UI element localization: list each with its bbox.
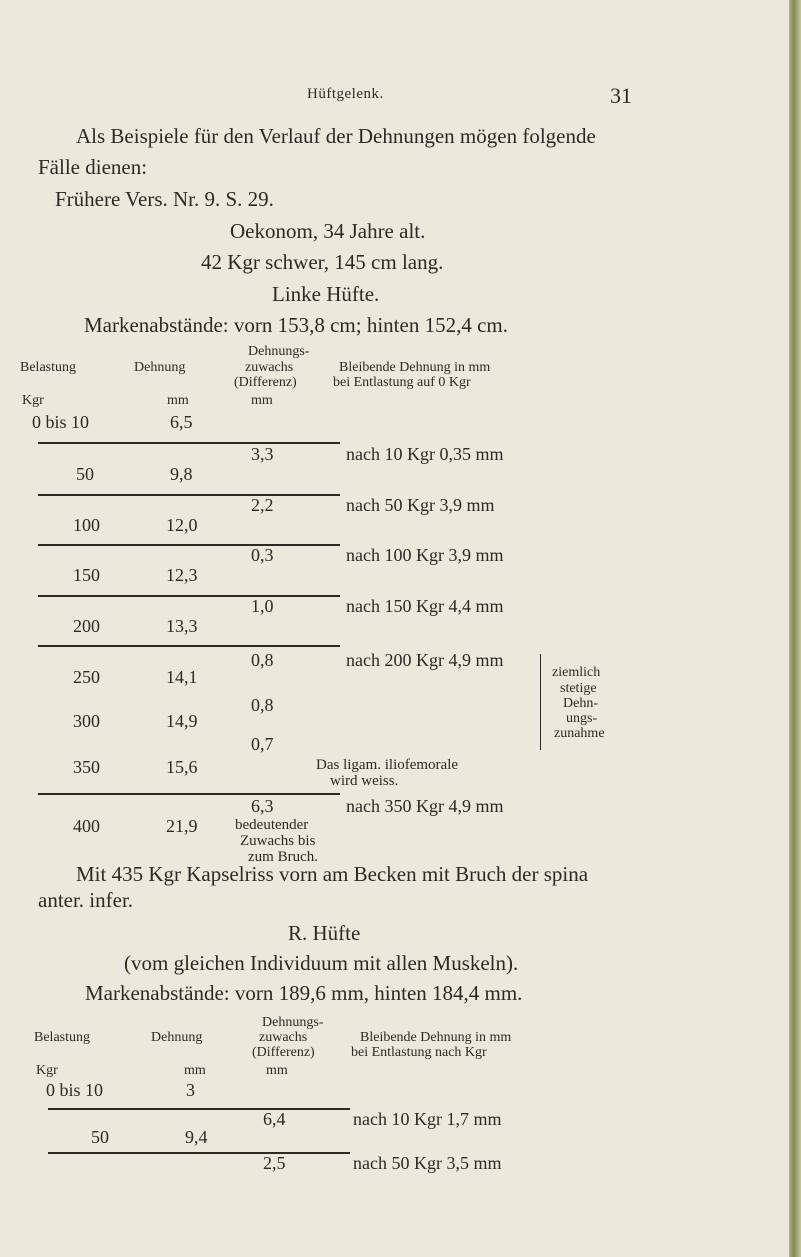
col-dehnung: Dehnung — [134, 360, 186, 375]
col-dehnung: Dehnung — [151, 1030, 203, 1045]
col-bleibend-1: Bleibende Dehnung in mm — [339, 360, 491, 375]
perm-cell: nach 50 Kgr 3,9 mm — [346, 495, 495, 515]
bruch-note-3: zum Bruch. — [248, 849, 318, 865]
load-cell: 50 — [76, 464, 94, 484]
col-zuwachs-1: Dehnungs- — [248, 344, 310, 359]
dehnung-cell: 9,4 — [185, 1127, 208, 1147]
brace-note-3: Dehn- — [563, 696, 598, 711]
col-zuwachs-2: zuwachs — [259, 1030, 308, 1045]
load-cell: 200 — [73, 616, 100, 636]
ligam-note-1: Das ligam. iliofemorale — [316, 757, 459, 773]
case2-side: R. Hüfte — [288, 921, 361, 945]
table-rule — [38, 645, 340, 647]
bruch-note-2: Zuwachs bis — [240, 833, 316, 849]
perm-cell: nach 350 Kgr 4,9 mm — [346, 796, 504, 816]
diff-cell: 0,8 — [251, 650, 274, 670]
diff-cell: 0,7 — [251, 734, 274, 754]
table-rule — [38, 442, 340, 444]
load-cell: 0 bis 10 — [46, 1080, 104, 1100]
col-zuwachs-2: zuwachs — [245, 360, 294, 375]
page-edge — [789, 0, 801, 1257]
load-cell: 400 — [73, 816, 100, 836]
load-cell: 350 — [73, 757, 100, 777]
diff-cell: 3,3 — [251, 444, 274, 464]
unit-mm-dehnung: mm — [167, 393, 189, 408]
table-rule — [38, 793, 340, 795]
case2-same: (vom gleichen Individuum mit allen Muskeln). — [124, 951, 519, 975]
col-belastung: Belastung — [20, 360, 76, 375]
perm-cell: nach 150 Kgr 4,4 mm — [346, 596, 504, 616]
unit-mm-dehnung: mm — [184, 1063, 206, 1078]
table-rule — [38, 494, 340, 496]
running-title: Hüftgelenk. — [307, 86, 384, 102]
page-number: 31 — [610, 83, 632, 108]
perm-cell: nach 100 Kgr 3,9 mm — [346, 545, 504, 565]
case1-side: Linke Hüfte. — [272, 282, 380, 306]
load-cell: 50 — [91, 1127, 109, 1147]
load-cell: 0 bis 10 — [32, 412, 90, 432]
case1-person: Oekonom, 34 Jahre alt. — [230, 219, 426, 243]
col-bleibend-2: bei Entlastung nach Kgr — [351, 1045, 487, 1060]
dehnung-cell: 13,3 — [166, 616, 198, 636]
load-cell: 250 — [73, 667, 100, 687]
col-bleibend-2: bei Entlastung auf 0 Kgr — [333, 375, 471, 390]
bruch-note-1: bedeutender — [235, 817, 309, 833]
diff-cell: 2,2 — [251, 495, 274, 515]
table-rule — [48, 1108, 350, 1110]
dehnung-cell: 12,0 — [166, 515, 198, 535]
diff-cell: 0,3 — [251, 545, 274, 565]
perm-cell: nach 10 Kgr 1,7 mm — [353, 1109, 502, 1129]
table-rule — [38, 595, 340, 597]
brace-note-1: ziemlich — [552, 665, 601, 680]
dehnung-cell: 9,8 — [170, 464, 193, 484]
col-bleibend-1: Bleibende Dehnung in mm — [360, 1030, 512, 1045]
col-belastung: Belastung — [34, 1030, 90, 1045]
dehnung-cell: 14,9 — [166, 711, 198, 731]
load-cell: 150 — [73, 565, 100, 585]
unit-kgr: Kgr — [36, 1063, 58, 1078]
case1-body: 42 Kgr schwer, 145 cm lang. — [201, 250, 444, 274]
dehnung-cell: 12,3 — [166, 565, 198, 585]
unit-mm-zuwachs: mm — [266, 1063, 288, 1078]
intro-line-2: Fälle dienen: — [38, 155, 148, 179]
unit-mm-zuwachs: mm — [251, 393, 273, 408]
col-zuwachs-3: (Differenz) — [234, 375, 297, 390]
load-cell: 100 — [73, 515, 100, 535]
result-line-2: anter. infer. — [38, 888, 134, 912]
result-line-1: Mit 435 Kgr Kapselriss vorn am Becken mit Bruch der spina — [76, 862, 589, 886]
dehnung-cell: 21,9 — [166, 816, 198, 836]
diff-cell: 0,8 — [251, 695, 274, 715]
dehnung-cell: 6,5 — [170, 412, 193, 432]
brace-note-5: zunahme — [554, 726, 605, 741]
brace-note-4: ungs- — [566, 711, 598, 726]
dehnung-cell: 15,6 — [166, 757, 198, 777]
col-zuwachs-3: (Differenz) — [252, 1045, 315, 1060]
perm-cell: nach 50 Kgr 3,5 mm — [353, 1153, 502, 1173]
case1-markers: Markenabstände: vorn 153,8 cm; hinten 152,4 cm. — [84, 313, 508, 337]
perm-cell: nach 200 Kgr 4,9 mm — [346, 650, 504, 670]
diff-cell: 6,3 — [251, 796, 274, 816]
table-rule — [38, 544, 340, 546]
unit-kgr: Kgr — [22, 393, 44, 408]
dehnung-cell: 3 — [186, 1080, 195, 1100]
case1-reference: Frühere Vers. Nr. 9. S. 29. — [55, 187, 274, 211]
diff-cell: 1,0 — [251, 596, 274, 616]
ligam-note-2: wird weiss. — [330, 773, 399, 789]
dehnung-cell: 14,1 — [166, 667, 198, 687]
load-cell: 300 — [73, 711, 100, 731]
diff-cell: 6,4 — [263, 1109, 286, 1129]
table-rule — [48, 1152, 350, 1154]
case2-markers: Markenabstände: vorn 189,6 mm, hinten 184,4 mm. — [85, 981, 523, 1005]
curly-brace — [534, 654, 541, 750]
brace-note-2: stetige — [560, 681, 597, 696]
diff-cell: 2,5 — [263, 1153, 286, 1173]
perm-cell: nach 10 Kgr 0,35 mm — [346, 444, 504, 464]
col-zuwachs-1: Dehnungs- — [262, 1015, 324, 1030]
intro-line-1: Als Beispiele für den Verlauf der Dehnungen mögen folgende — [76, 124, 596, 148]
